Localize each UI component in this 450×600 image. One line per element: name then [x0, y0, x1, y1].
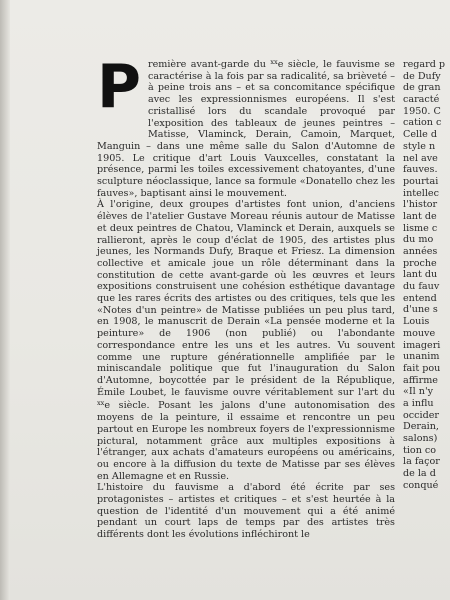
right-column-line: fauves. — [403, 164, 438, 176]
right-column-line: conqué — [403, 479, 439, 491]
right-column-line: proche — [403, 257, 437, 269]
drop-cap: P — [97, 52, 141, 122]
right-column-line: lisme c — [403, 222, 438, 234]
right-column-line: de la d — [403, 468, 436, 480]
right-column-line: de gran — [403, 82, 441, 94]
right-column-line: Celle d — [403, 129, 438, 141]
right-column-line: l'histor — [403, 199, 438, 211]
right-column-line: années — [403, 246, 438, 257]
right-column-line: 1950. C — [403, 105, 441, 117]
right-column-line: regard p — [403, 59, 446, 70]
right-column-line: pourtai — [403, 175, 439, 187]
right-column-line: fait pou — [403, 362, 441, 374]
page-gutter — [0, 0, 10, 600]
right-column-line: imageri — [403, 339, 441, 351]
right-column-line: tion co — [403, 444, 437, 456]
paragraph-3: L'histoire du fauvisme a d'abord été écrite par ses protagonistes – artistes et critiques – et s'est heurtée à la question de l'identité d'un mouvement qui a été animé pendant un court laps de temps par des artistes très différents dont les évolutions infléchiront le — [97, 482, 395, 541]
right-column-line: lant de — [403, 210, 437, 222]
right-column-line: «Il n'y — [403, 386, 434, 398]
main-text-column — [97, 52, 395, 541]
right-column-line: style n — [403, 140, 436, 152]
paragraph-1: Première avant-garde du $^{xx}$e siècle, le fauvisme se caractérise à la fois par sa radicalité, sa brièveté – à peine trois ans – et sa concomitance spécifique avec les expressionnismes européens. Il s'est cristallisé lors du scandale provoqué par l'exposition des tableaux de jeunes peintres – Matisse, Vlaminck, Derain, Camoin, Marquet, Manguin – dans une même salle du Salon d'Automne de 1905. Le critique d'art Louis Vauxcelles, constatant la présence, parmi les toiles excessivement chatoyantes, d'une sculpture néoclassique, lance sa formule «Donatello chez les fauves», baptisant ainsi le mouvement. — [97, 52, 395, 199]
right-column-line: de Dufy — [403, 70, 441, 82]
right-column-line: du fauv — [403, 281, 440, 293]
right-column-line: cation c — [403, 117, 442, 129]
right-column-line: nel ave — [403, 152, 438, 164]
right-column-line: unanim — [403, 351, 440, 363]
right-column-line: mouve — [403, 327, 436, 339]
right-column-line: Derain, — [403, 421, 439, 433]
right-column-line: lant du — [403, 269, 438, 281]
right-column-line: entend — [403, 292, 437, 304]
right-column-line: intellec — [403, 187, 439, 199]
right-column-line: Louis — [403, 316, 430, 328]
right-column-line: salons) — [403, 433, 438, 444]
right-column-line: a influ — [403, 397, 434, 409]
right-column-line: du mo — [403, 234, 434, 246]
paragraph-2: À l'origine, deux groupes d'artistes font union, d'anciens élèves de l'atelier Gustave Moreau réunis autour de Matisse et deux peintres de Chatou, Vlaminck et Derain, auxquels se rallieront, après le coup d'éclat de 1905, des artistes plus jeunes, les Normands Dufy, Braque et Friesz. La dimension collective et amicale joue un rôle déterminant dans la constitution de cette avant-garde où les œuvres et leurs expositions construisent une cohésion esthétique davantage que les rares écrits des artistes ou des critiques, tels que les «Notes d'un peintre» de Matisse publiées un peu plus tard, en 1908, le manuscrit de Derain «La pensée moderne et la peinture» de 1906 (non publié) ou l'abondante correspondance entre les uns et les autres. Vu souvent comme une rupture générationnelle amplifiée par le miniscandale politique que fut l'inauguration du Salon d'Automne, boycottée par le président de la République, Émile Loubet, le fauvisme ouvre véritablement sur l'art du $^{xx}$e siècle. Posant les jalons d'une autonomisation des moyens de la peinture, il essaime et rencontre un peu partout en Europe les nombreux foyers de l'expressionnisme pictural, notamment grâce aux multiples expositions à l'étranger, aux achats d'amateurs européens ou américains, ou encore à la diffusion du texte de Matisse par ses élèves en Allemagne et en Russie. — [97, 199, 395, 482]
right-column-line: affirme — [403, 374, 438, 386]
right-column-line: d'une s — [403, 304, 438, 316]
right-column-line: caracté — [403, 94, 440, 106]
right-column-line: la façor — [403, 456, 440, 468]
right-text-column-cropped — [403, 59, 450, 491]
right-column-line: occider — [403, 409, 439, 421]
